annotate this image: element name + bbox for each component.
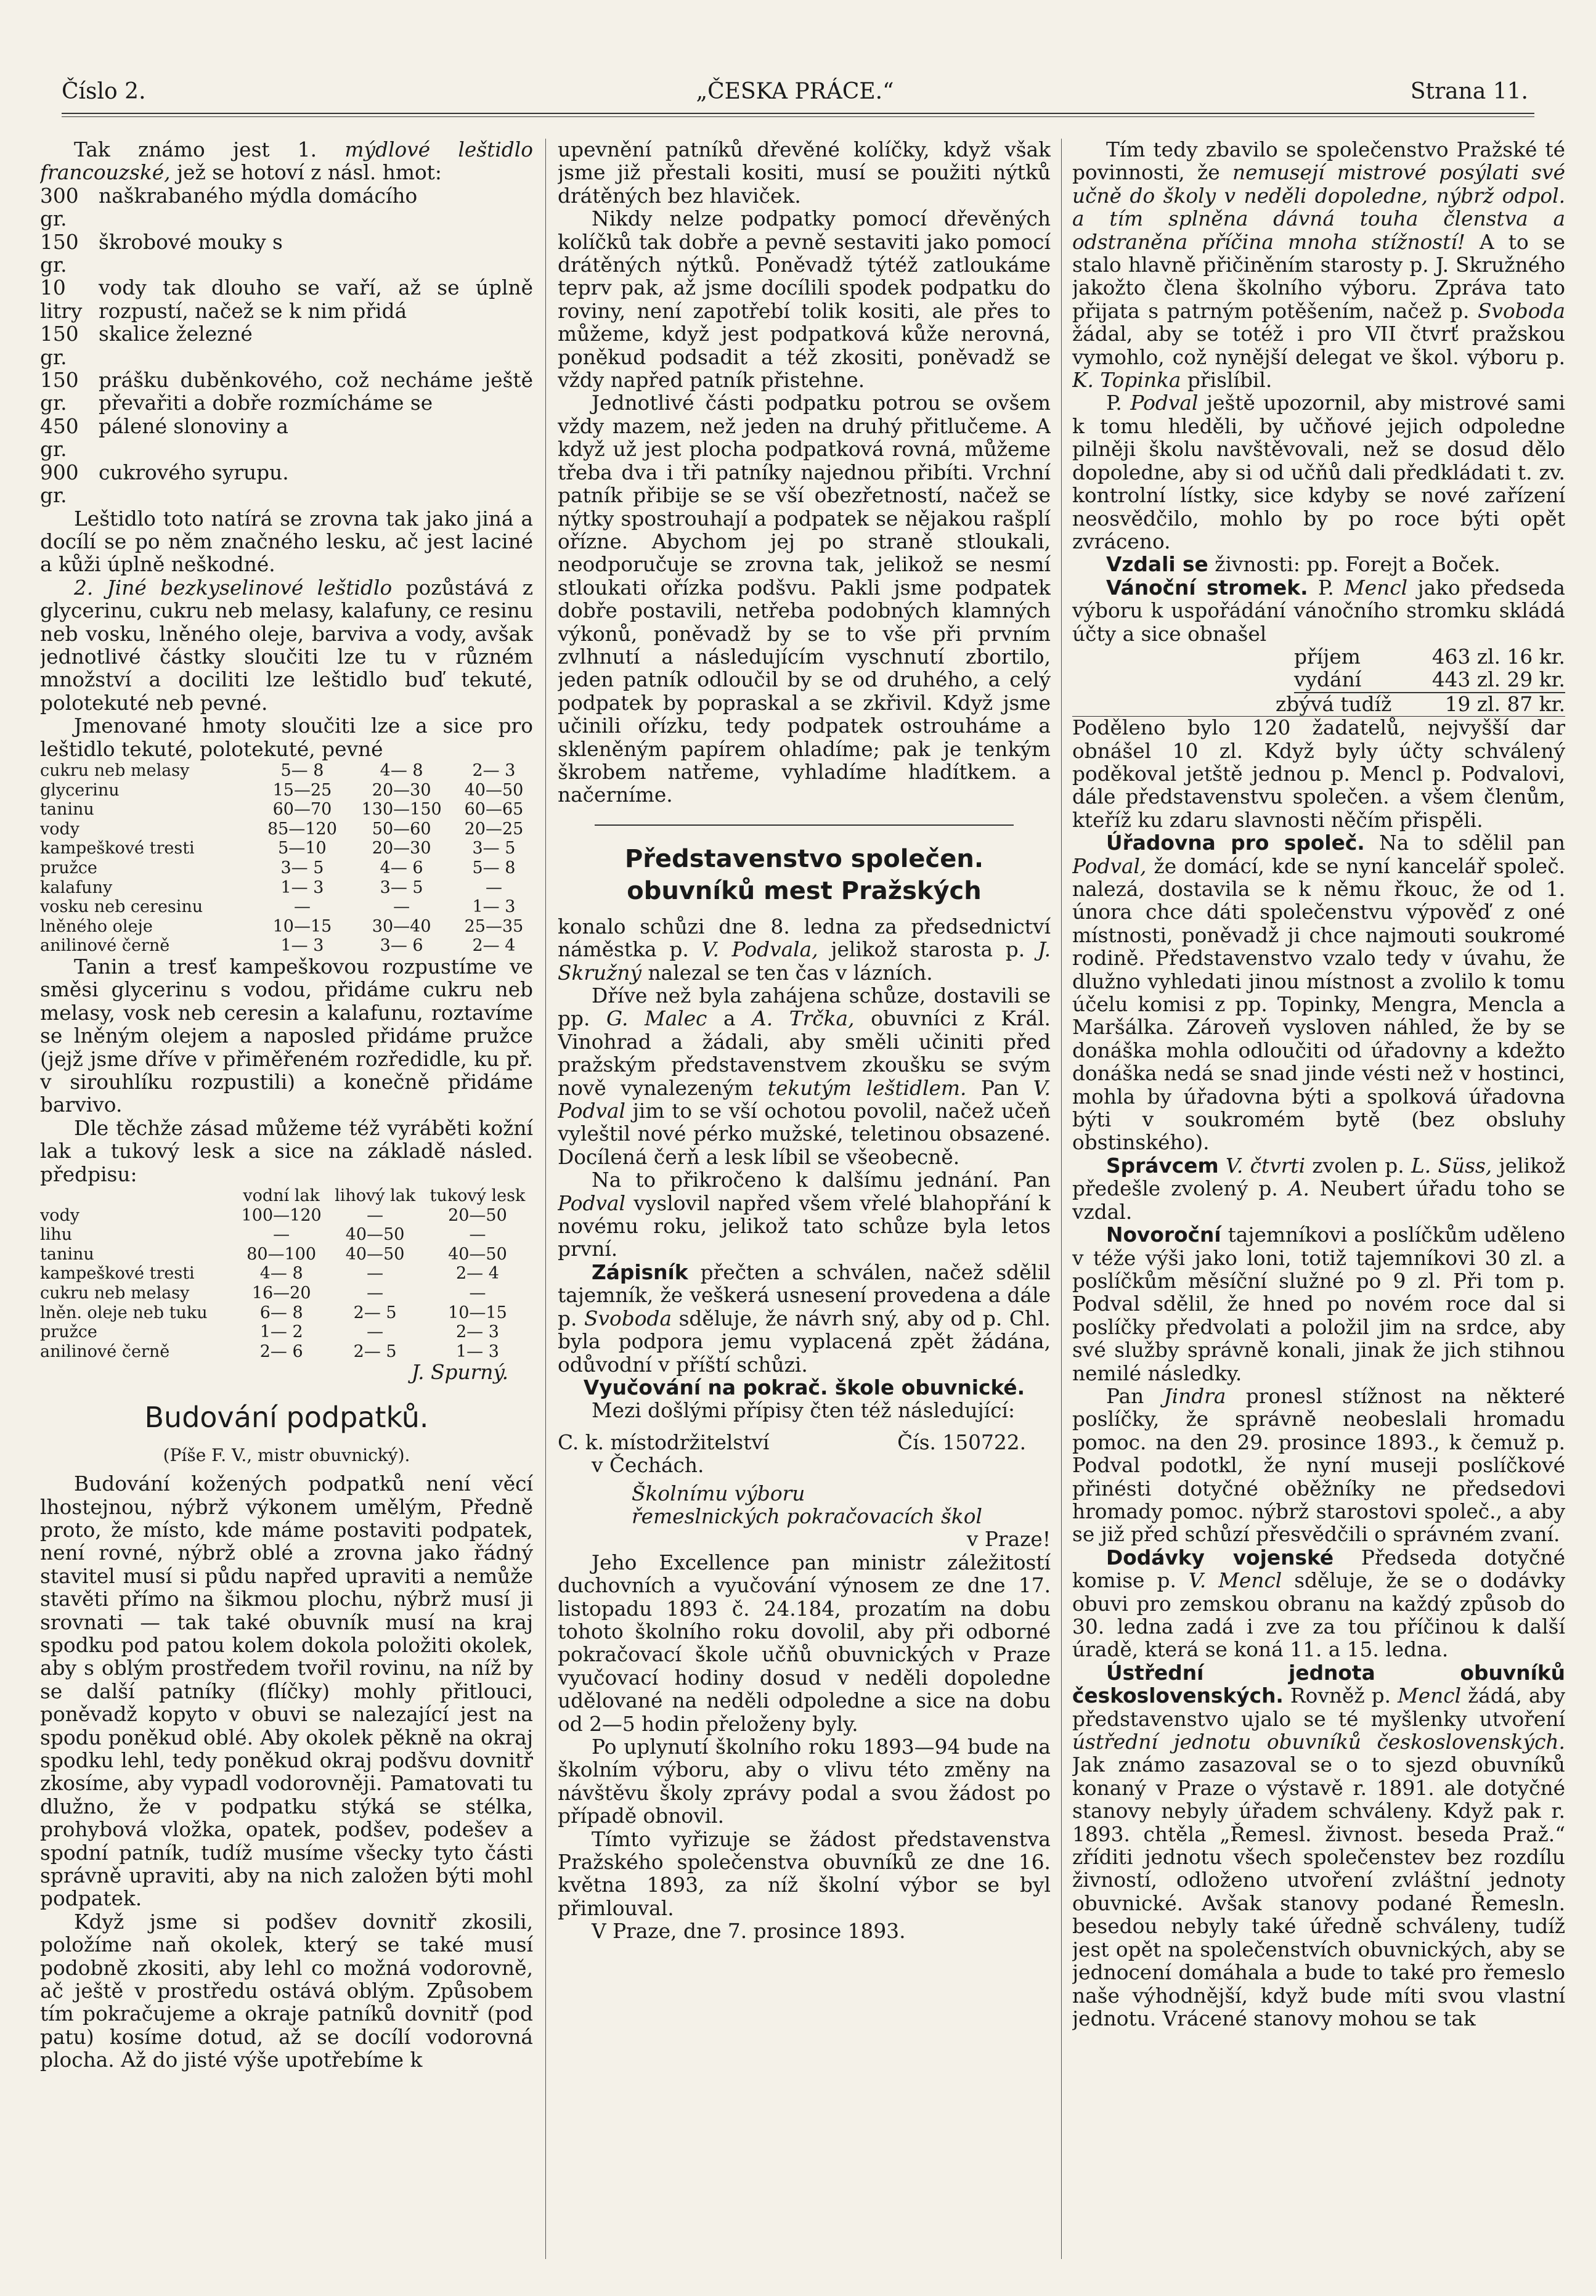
- table-row-label: cukru neb melasy: [40, 1283, 190, 1303]
- table-cell: 1— 3: [455, 1341, 499, 1361]
- table-row: [40, 1342, 533, 1362]
- table-cell: 10—15: [272, 916, 332, 936]
- paragraph: 2. Jiné bezkyselinové leštidlo pozůstává z glycerinu, cukru neb melasy, kalafuny, ce resinu neb vosku, lněného oleje, barviva a vody, avšak jednotlivé částky sloučiti lze tu v různém množství a dociliti lze leštidlo buď tekuté, polotekuté neb pevné.: [40, 576, 533, 715]
- table-cell: 2— 3: [472, 760, 516, 780]
- table-cell: —: [367, 1283, 384, 1303]
- paragraph: Leštidlo toto natírá se zrovna tak jako jiná a docílí se po něm značného lesku, ač jest laciné a kůži úplně neškodné.: [40, 507, 533, 577]
- table-header: tukový lesk: [430, 1186, 526, 1205]
- table-cell: —: [367, 1205, 384, 1225]
- table-row: [40, 1245, 533, 1264]
- table-cell: —: [469, 1283, 486, 1303]
- table-row: [40, 917, 533, 937]
- table-row-label: vody: [40, 1205, 80, 1225]
- paragraph: Budování kožených podpatků není věcí lhostejnou, nýbrž výkonem umělým, Předně proto, že místo, kde máme postaviti podpatek, není rovné, nýbrž oblé a zrovna jako řádný stavitel musí si půdu napřed upraviti a nemůže stavěti přímo na šikmou plochu, nýbrž musí ji srovnati — tak také obuvník musí na kraj spodku pod patou kolem dokola položiti okolek, aby s oblým prostředem tvořil rovinu, na níž by se další patníky (flíčky) mohly přitlouci, poněvadž kopyto v obuvi se nalezající jest na spodu poněkud oblé. Aby okolek pěkně na okraj spodku lehl, tedy poněkud okraj podšvu dovnitř zkosíme, aby vypadl vodorovněji. Pamatovati tu dlužno, že v podpatku stýká se stélka, prohybová vložka, opatek, podšev, podešev a spodní patník, tudíž musíme všecky tyto části správně upraviti, aby na nich založen býti mohl podpatek.: [40, 1472, 533, 1911]
- paragraph: V Praze, dne 7. prosince 1893.: [592, 1919, 906, 1944]
- table-cell: 100—120: [241, 1205, 322, 1225]
- header-rule: [62, 113, 1534, 114]
- table-cell: 1— 3: [280, 936, 324, 956]
- column-1: [40, 139, 533, 2259]
- recipe-line: 450 gr. pálené slonoviny a: [40, 414, 288, 462]
- table-cell: 1— 3: [280, 877, 324, 897]
- recipe-line: 300 gr. naškrabaného mýdla domácího: [40, 184, 418, 231]
- table-row-label: glycerinu: [40, 780, 120, 800]
- table-cell: 2— 4: [455, 1264, 499, 1284]
- accounts: příjem 463 zl. 16 kr. vydání 443 zl. 29 kr. zbývá tudíž 19 zl. 87 kr.: [1276, 645, 1565, 716]
- column-2: [558, 139, 1051, 2259]
- table-cell: 30—40: [372, 916, 431, 936]
- table-row: [40, 878, 533, 898]
- recipe-table: [40, 761, 533, 956]
- table-cell: 130—150: [361, 800, 442, 820]
- recipe-line: 10 litry vody tak dlouho se vaří, až se úplně rozpustí, načež se k nim přidá: [40, 276, 533, 323]
- table-cell: 20—50: [448, 1205, 507, 1225]
- table-cell: —: [469, 1225, 486, 1245]
- page-number: Strana 11.: [1410, 79, 1528, 104]
- table-row-label: taninu: [40, 1244, 94, 1264]
- table-cell: 40—50: [448, 1244, 507, 1264]
- table-cell: 3— 5: [380, 877, 423, 897]
- table-cell: 40—50: [345, 1225, 405, 1245]
- page-header: [62, 79, 1528, 116]
- table-row: [40, 858, 533, 878]
- table-cell: 40—50: [345, 1244, 405, 1264]
- table-cell: 20—25: [464, 819, 524, 839]
- recipe-line: 150 gr. škrobové mouky s: [40, 230, 283, 277]
- paragraph: Pan Jindra pronesl stížnost na některé poslíčky, že správně neobeslali hromadu pomoc. na den 29. prosince 1893., k čemuž p. Podval podotkl, že nyní museji poslíčkové přinésti dotyčné oběžníky ne předsedovi hromady pomoc. nýbrž starostovi společ., a aby se již před schůzí přesvědčili o správném zvaní.: [1072, 1384, 1565, 1547]
- paragraph: Dodávky vojenské Předseda dotyčné komise p. V. Mencl sděluje, že se o dodávky obuvi pro zemskou obranu na každý způsob do 30. ledna zadá i zve za tou příčinou k další úradě, která se koná 11. a 15. ledna.: [1072, 1545, 1565, 1662]
- table-cell: —: [367, 1322, 384, 1342]
- recipe-line: 150 gr. skalice železné: [40, 322, 253, 369]
- table-cell: —: [485, 877, 502, 897]
- table-row-label: taninu: [40, 800, 94, 820]
- table-cell: 20—30: [372, 839, 431, 858]
- paragraph: Tanin a tresť kampeškovou rozpustíme ve směsi glycerinu s vodou, přidáme cukru neb melasy, vosk neb ceresin a kalafunu, roztavíme se lněným olejem a naposled přidáme pružce (jejž jsme dříve v přiměřeném rozředidle, ku př. v sirouhlíku rozpustili) a konečně přidáme barvivo.: [40, 955, 533, 1117]
- table-cell: 16—20: [251, 1283, 311, 1303]
- table-row: [40, 1322, 533, 1342]
- table-row-label: pružce: [40, 1322, 97, 1342]
- paragraph: Ústřední jednota obuvníků československých. Rovněž p. Mencl žádá, aby představenstvo ujalo se té myšlenky utvoření ústřední jednotu obuvníků československých. Jak známo zasazoval se o to sjezd obuvníků konaný v Praze o výstavě r. 1891. ale dotyčné stanovy nebyly úřadem schváleny. Když pak r. 1893. chtěla „Řemesl. živnost. beseda Praž.“ zříditi jednotu všech společenstev bez rozdílu živností, odloženo utvoření zvláštní jednoty obuvnické. Avšak stanovy podané Řemesln. besedou nebyly také úředně schváleny, tudíž jest opět na společenstvích obuvnických, aby se jednocení domáhala a bude to také pro řemeslo naše výhodnější, když bude míti svou vlastní jednotu. Vrácené stanovy mohou se tak: [1072, 1661, 1565, 2030]
- table-cell: —: [393, 897, 410, 917]
- table-row-label: anilinové černě: [40, 936, 170, 956]
- issue-number: Číslo 2.: [62, 79, 146, 104]
- table-row-label: kampeškové tresti: [40, 839, 195, 858]
- paragraph: upevnění patníků dřevěné kolíčky, když však jsme již přestali kositi, musí se použiti nýtků drátěných bez hlaviček.: [558, 139, 1051, 208]
- table-row: [40, 936, 533, 956]
- table-row: [40, 1264, 533, 1284]
- table-cell: 1— 3: [472, 897, 516, 917]
- table-cell: —: [273, 1225, 290, 1245]
- paragraph: konalo schůzi dne 8. ledna za předsednictví náměstka p. V. Podvala, jelikož starosta p. J. Skružný nalezal se ten čas v lázních.: [558, 914, 1051, 985]
- section-divider: [595, 824, 1014, 826]
- table-cell: 20—30: [372, 780, 431, 800]
- table-cell: 3— 5: [472, 839, 516, 858]
- table-header: vodní lak: [243, 1186, 320, 1205]
- table-row: [40, 781, 533, 800]
- paragraph: Mezi došlými přípisy čten též následující:: [592, 1399, 1016, 1423]
- paragraph: Vzdali se živnosti: pp. Forejt a Boček.: [1106, 553, 1500, 577]
- recipe-line: 900 gr. cukrového syrupu.: [40, 460, 289, 508]
- table-cell: 4— 6: [380, 858, 423, 877]
- table-cell: —: [367, 1264, 384, 1284]
- lacquer-table: [40, 1186, 533, 1361]
- table-cell: 25—35: [464, 916, 524, 936]
- table-cell: 85—120: [267, 819, 337, 839]
- paragraph: Nikdy nelze podpatky pomocí dřevěných kolíčků tak dobře a pevně sestaviti jako pomocí drátěných nýtků. Poněvadž týtéž zatloukáme teprv pak, až jsme docílili spodek podpatku do roviny, není zapotřebí tolik kositi, ale přes to můžeme, když jest podpatková kůže nerovná, poněkud podsadit a též zkositi, poněvadž se vždy napřed patník přistehne.: [558, 207, 1051, 393]
- table-row: [40, 897, 533, 917]
- table-cell: 15—25: [272, 780, 332, 800]
- paragraph: Zápisník přečten a schválen, načež sdělil tajemník, že veškerá usnesení provedena a dále p. Svoboda sděluje, že návrh sný, aby od p. Chl. byla podpora jemu vyplacená zpět žádána, odůvodní v příští schůzi.: [558, 1260, 1051, 1377]
- table-header: [40, 1186, 235, 1206]
- paragraph: Správcem V. čtvrti zvolen p. L. Süss, jelikož předešle zvolený p. A. Neubert úřadu toho se vzdal.: [1072, 1154, 1565, 1224]
- table-row-label: lněného oleje: [40, 916, 153, 936]
- table-row: [40, 1206, 533, 1226]
- table-cell: 2— 6: [259, 1341, 303, 1361]
- table-cell: 4— 8: [259, 1264, 303, 1284]
- table-cell: 6— 8: [259, 1303, 303, 1322]
- paragraph: Vánoční stromek. P. Mencl jako předseda výboru k uspořádání vánočního stromku skládá účty a sice obnašel: [1072, 576, 1565, 646]
- column-divider: [1061, 139, 1062, 2259]
- paragraph: P. Podval ještě upozornil, aby mistrové sami k tomu hleděli, by učňové jejich odpoledne pilněji školu navštěvovali, než se dosud dělo dopoledne, aby si od učňů dali předkládati t. zv. kontrolní lístky, sice kdyby se nové zařízení neosvědčilo, mohlo by po roce býti opět zvráceno.: [1072, 391, 1565, 553]
- table-cell: 60—70: [272, 800, 332, 820]
- column-3: [1072, 139, 1565, 2259]
- table-cell: 2— 5: [353, 1303, 397, 1322]
- table-row: [40, 1225, 533, 1245]
- table-cell: 40—50: [464, 780, 524, 800]
- paragraph: Dle těchže zásad můžeme též vyráběti kožní lak a tukový lesk a sice na základě násled. předpisu:: [40, 1116, 533, 1186]
- paragraph: Když jsme si podšev dovnitř zkosili, položíme naň okolek, který se také musí podobně zkositi, aby lehl co možná vodorovně, ač ještě v prostředu ostává oblým. Způsobem tím pokračujeme a okraje patníků dovnitř (pod patu) kosíme dotud, až se docílí vodorovná plocha. Až do jisté výše upotřebíme k: [40, 1910, 533, 2072]
- table-cell: 3— 5: [280, 858, 324, 877]
- table-cell: 50—60: [372, 819, 431, 839]
- table-row: [40, 839, 533, 858]
- section-heading: Vyučování na pokrač. škole obuvnické.: [583, 1375, 1025, 1399]
- table-cell: 2— 4: [472, 936, 516, 956]
- table-cell: 5—10: [278, 839, 327, 858]
- paragraph: Tímto vyřizuje se žádost představenstva Pražského společenstva obuvníků ze dne 16. května 1893, za níž školní výbor se byl přimlouval.: [558, 1827, 1051, 1920]
- recipe-list: [40, 185, 533, 508]
- table-cell: 5— 8: [472, 858, 516, 877]
- signature: J. Spurný.: [411, 1361, 508, 1385]
- byline: (Píše F. V., mistr obuvnický).: [163, 1444, 410, 1465]
- header-rule-thin: [62, 116, 1534, 117]
- table-cell: —: [293, 897, 311, 917]
- article-title: Představenstvo společen. obuvníků mest Pražských: [624, 844, 984, 905]
- column-divider: [545, 139, 546, 2259]
- table-cell: 2— 3: [455, 1322, 499, 1342]
- table-cell: 80—100: [246, 1244, 317, 1264]
- table-cell: 3— 6: [380, 936, 423, 956]
- table-header: lihový lak: [335, 1186, 416, 1205]
- masthead-title: „ČESKA PRÁCE.“: [696, 79, 894, 104]
- recipe-line: 150 gr. prášku duběnkového, což necháme ještě převařiti a dobře rozmícháme se: [40, 368, 533, 415]
- table-row: [40, 1284, 533, 1303]
- paragraph: Dříve než byla zahájena schůze, dostavili se pp. G. Malec a A. Trčka, obuvníci z Král. Vinohrad a žádali, aby směli učiniti před pražským představenstvem zkoušku se svým nově vynalezeným tekutým leštidlem. Pan V. Podval jim to se vší ochotou povolil, načež učeň vyleštil nové pérko mužské, teletinou obsazené. Docílená čerň a lesk líbil se všeobecně.: [558, 984, 1051, 1169]
- table-cell: 10—15: [448, 1303, 507, 1322]
- table-row-label: pružce: [40, 858, 97, 877]
- table-row-label: lněn. oleje neb tuku: [40, 1303, 208, 1322]
- article-title: Budování podpatků.: [144, 1400, 429, 1434]
- table-cell: 5— 8: [280, 760, 324, 780]
- table-row: [40, 800, 533, 820]
- table-row: [40, 820, 533, 839]
- table-row: [40, 761, 533, 781]
- paragraph: Jeho Excellence pan ministr záležitostí duchovních a vyučování výnosem ze dne 17. listopadu 1893 č. 24.184, prozatím na dobu tohoto školního roku dovolil, aby při odborné pokračovací škole učňů obuvnických v Praze vyučovací hodiny dosud v neděli dopoledne udělované na neděli odpoledne a sice na dobu od 2—5 hodin přeloženy byly.: [558, 1550, 1051, 1736]
- paragraph: Poděleno bylo 120 žadatelů, nejvyšší dar obnášel 10 zl. Když byly účty schválený poděkoval jetště jednou p. Mencl p. Podvalovi, dále představenstvu společen. a všem členům, kteříž ku zdaru slavnosti něčím přispěli.: [1072, 716, 1565, 832]
- table-row-label: vosku neb ceresinu: [40, 897, 203, 917]
- table-row-label: kampeškové tresti: [40, 1264, 195, 1284]
- table-cell: 60—65: [464, 800, 524, 820]
- paragraph: Novoroční tajemníkovi a poslíčkům uděleno v téže výši jako loni, totiž tajemníkovi 30 zl. a poslíčkům měsíční služné po 9 zl. Při tom p. Podval sdělil, že hned po novém roce dal si poslíčky předvolati a položil jim na srdce, aby své služby správně konali, jinak že jich stihnou nemilé následky.: [1072, 1223, 1565, 1385]
- paragraph: Tak známo jest 1. mýdlové leštidlo francouzské, jež se hotoví z násl. hmot:: [40, 139, 533, 185]
- table-row-label: lihu: [40, 1225, 73, 1245]
- paragraph: Jmenované hmoty sloučiti lze a sice pro leštidlo tekuté, polotekuté, pevné: [40, 714, 533, 761]
- paragraph: Po uplynutí školního roku 1893—94 bude na školním výboru, aby o vlivu této změny na návštěvu školy zprávy podal a svou žádost po případě obnovil.: [558, 1735, 1051, 1828]
- paragraph: Úřadovna pro společ. Na to sdělil pan Podval, že domácí, kde se nyní kancelář společ. nalezá, dostavila se k němu řkouc, že od 1. února chce dáti společenstvu výpověď z oné místnosti, poněvadž ji chce najmouti soukromé rodině. Představenstvo vzalo tedy v úvahu, že dlužno vyhledati jinou místnost a zvolilo k tomu účelu komisi z pp. Topinky, Mengra, Mencla a Maršálka. Zároveň vysloven náhled, že by se donáška mohla odloučiti od úřadovny a kdežto donáška nedá se snad jinde vésti než v hostinci, mohla by úřadovna býti a spolková úřadovna býti v soukromém bytě (bez obsluhy obstinského).: [1072, 831, 1565, 1155]
- paragraph: Na to přikročeno k dalšímu jednání. Pan Podval vyslovil napřed všem vřelé blahopřání k novému roku, jelikož tato schůze byla letos první.: [558, 1168, 1051, 1261]
- table-cell: 1— 2: [259, 1322, 303, 1342]
- table-cell: 4— 8: [380, 760, 423, 780]
- paragraph: Jednotlivé části podpatku potrou se ovšem vždy mazem, než jeden na druhý přitlučeme. A když už jest plocha podpatková rovná, můžeme třeba dva i tři patníky najednou přibíti. Vrchní patník přibije se se vší obezřetností, načež se nýtky spostrouhají a podpatek se nějakou rašplí ořízne. Abychom jej po straně stloukali, neodporučuje se zrovna tak, jelikož se nesmí stloukati ořízka podšvu. Pakli jsme podpatek dobře postavili, netřeba podobných klamných výkonů, poněvadž by se to vše při prvním zvlhnutí a následujícím vyschnutí zbortilo, jeden patník odloučil by se od druhého, a celý podpatek by popraskal a se zkřivil. Když jsme učinili ořízku, tedy podpatek ostrouháme a skleněným papírem ohladíme; pak je tenkým škrobem natřeme, vyhladíme hladítkem. a načerníme.: [558, 391, 1051, 807]
- table-row-label: cukru neb melasy: [40, 760, 190, 780]
- table-cell: 2— 5: [353, 1341, 397, 1361]
- table-row: [40, 1303, 533, 1323]
- table-row-label: kalafuny: [40, 877, 113, 897]
- letter-header: C. k. místodržitelství Čís. 150722. v Čechách. Školnímu výboru řemeslnických pokračovacích škol v Praze!: [558, 1430, 1051, 1552]
- table-row-label: vody: [40, 819, 80, 839]
- table-row-label: anilinové černě: [40, 1341, 170, 1361]
- paragraph: Tím tedy zbavilo se společenstvo Pražské té povinnosti, že nemusejí mistrové posýlati své učně do školy v neděli dopoledne, nýbrž odpol. a tím splněna dávná touha členstva a odstraněna příčina mnoha stížností! A to se stalo hlavně přičiněním starosty p. J. Skružného jakožto člena školního výboru. Zpráva tato přijata s patrným potěšením, načež p. Svoboda žádal, aby se totéž i pro VII čtvrť pražskou vymohlo, což nynější delegat ve škol. výboru p. K. Topinka přislíbil.: [1072, 139, 1565, 393]
